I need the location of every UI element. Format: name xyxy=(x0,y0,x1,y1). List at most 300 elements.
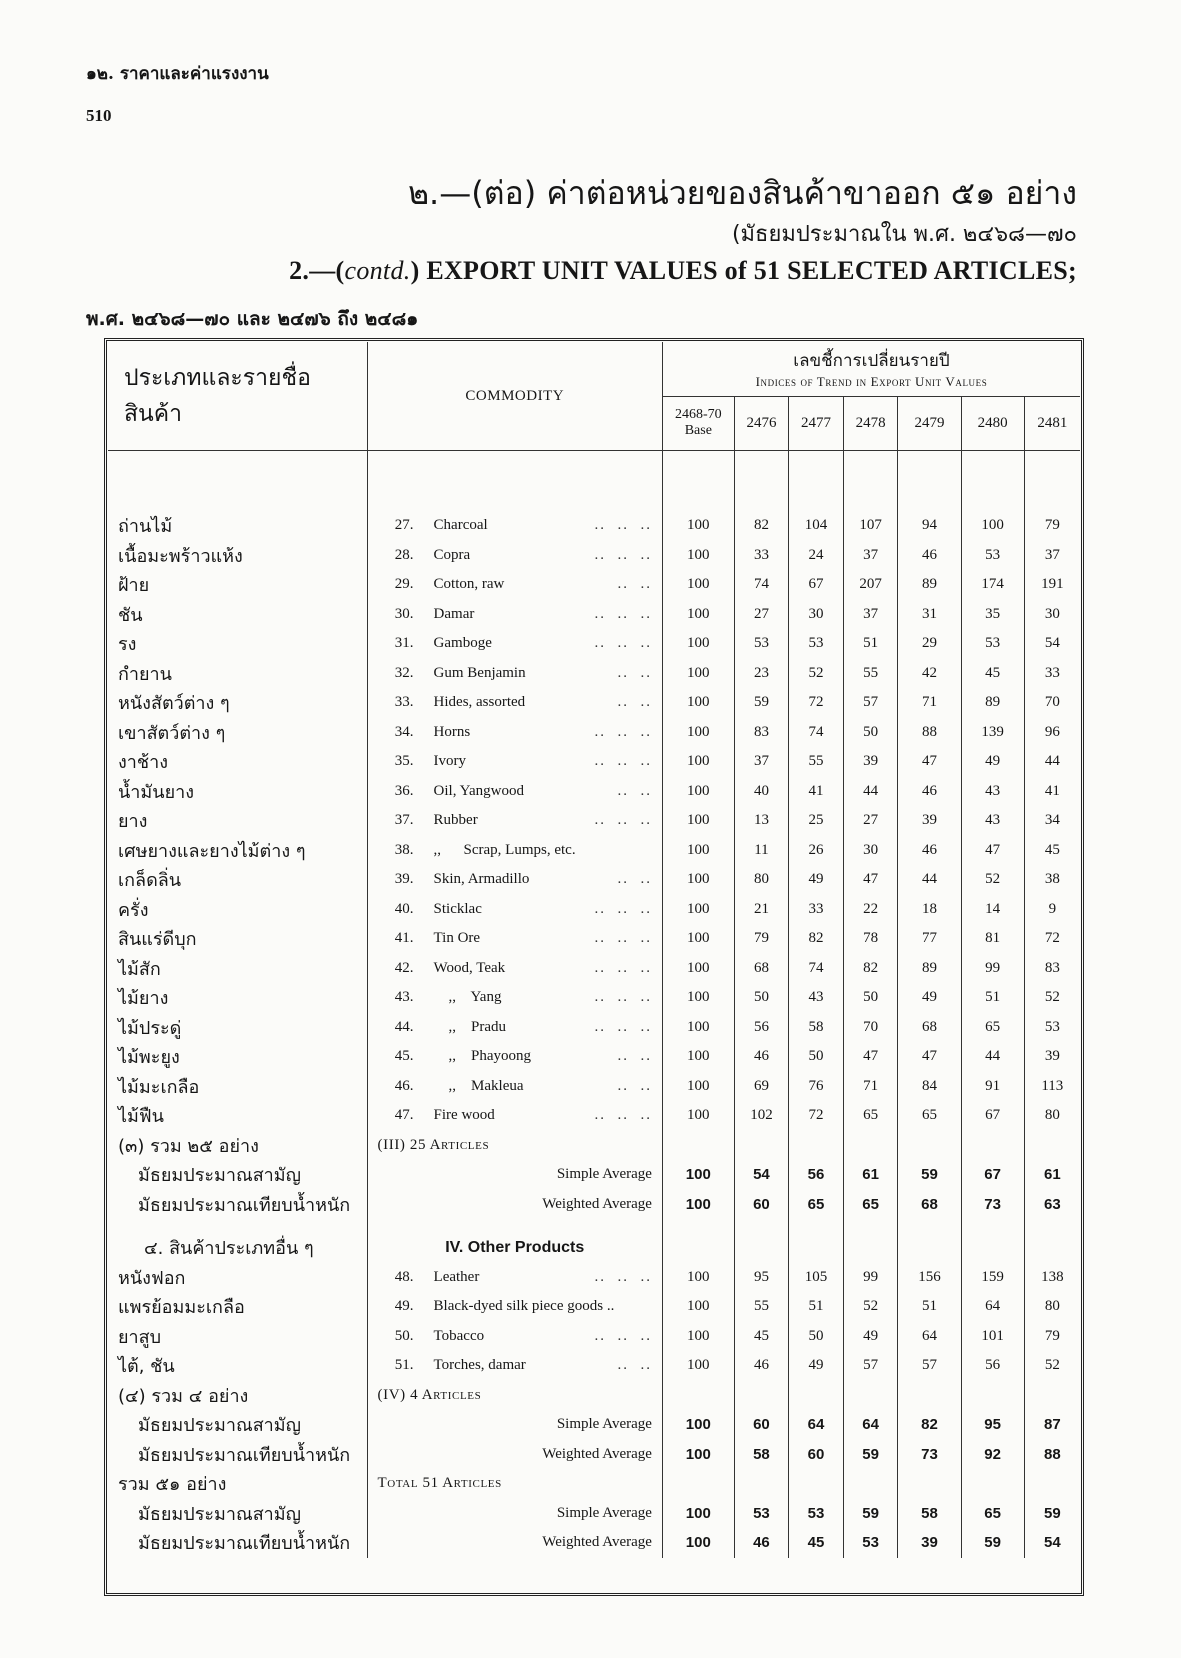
index-value: 82 xyxy=(789,924,844,954)
group-english: IV. Other Products xyxy=(367,1233,662,1263)
spacer-cell xyxy=(108,1219,367,1233)
index-value: 38 xyxy=(1024,865,1080,895)
page-number: 510 xyxy=(86,106,112,125)
index-cell xyxy=(843,1131,898,1161)
commodity-name: Tin Ore xyxy=(433,930,481,947)
average-label: Simple Average xyxy=(367,1410,662,1440)
leader-dots: .. .. .. xyxy=(594,1268,652,1285)
index-cell xyxy=(961,1233,1024,1263)
index-value: 31 xyxy=(898,600,961,630)
index-value: 91 xyxy=(961,1072,1024,1102)
thai-name: ไม้ยาง xyxy=(118,988,169,1010)
leader-dots: .. .. .. xyxy=(594,753,652,770)
index-value: 96 xyxy=(1024,718,1080,748)
index-value: 99 xyxy=(843,1263,898,1293)
commodity-cell xyxy=(367,1322,662,1352)
index-value: 100 xyxy=(662,895,734,925)
thai-name: ไม้พะยูง xyxy=(118,1047,180,1069)
index-value: 174 xyxy=(961,570,1024,600)
table-row xyxy=(108,954,1080,984)
table-row xyxy=(108,1322,1080,1352)
index-value: 78 xyxy=(843,924,898,954)
index-value: 100 xyxy=(662,1013,734,1043)
index-value: 44 xyxy=(1024,747,1080,777)
average-value: 59 xyxy=(1024,1499,1080,1529)
thai-name: ชัน xyxy=(118,604,143,626)
index-value: 100 xyxy=(662,1072,734,1102)
indices-header xyxy=(662,342,1080,396)
index-cell xyxy=(734,1219,789,1233)
average-row xyxy=(108,1499,1080,1529)
thai-name: ฝ้าย xyxy=(118,575,150,597)
index-value: 52 xyxy=(1024,1351,1080,1381)
thai-name: รง xyxy=(118,634,137,656)
index-value: 72 xyxy=(789,688,844,718)
item-number: 41. xyxy=(394,930,414,947)
index-value: 56 xyxy=(734,1013,789,1043)
item-number: 36. xyxy=(394,782,414,799)
index-value: 47 xyxy=(961,836,1024,866)
index-cell xyxy=(1024,1219,1080,1233)
leader-dots: .. .. xyxy=(617,576,652,593)
index-value: 58 xyxy=(789,1013,844,1043)
commodity-cell xyxy=(367,777,662,807)
index-value: 52 xyxy=(789,659,844,689)
commodity-cell xyxy=(367,1013,662,1043)
commodity-name: Rubber xyxy=(433,812,478,829)
average-value: 100 xyxy=(662,1190,734,1220)
leader-dots: .. .. xyxy=(617,1048,652,1065)
average-value: 61 xyxy=(1024,1160,1080,1190)
index-cell xyxy=(662,1131,734,1161)
index-value: 80 xyxy=(734,865,789,895)
thai-name: หนังฟอก xyxy=(118,1267,186,1289)
index-value: 71 xyxy=(898,688,961,718)
average-value: 59 xyxy=(898,1160,961,1190)
index-value: 71 xyxy=(843,1072,898,1102)
table-row xyxy=(108,1101,1080,1131)
average-row xyxy=(108,1190,1080,1220)
thai-name: ไม้สัก xyxy=(118,958,161,980)
index-value: 49 xyxy=(961,747,1024,777)
index-value: 40 xyxy=(734,777,789,807)
item-number: 39. xyxy=(394,871,414,888)
year-2476: 2476 xyxy=(734,396,789,450)
index-cell xyxy=(789,451,844,512)
average-value: 46 xyxy=(734,1528,789,1558)
year-2477: 2477 xyxy=(789,396,844,450)
index-value: 30 xyxy=(843,836,898,866)
leader-dots: .. .. .. xyxy=(594,900,652,917)
index-value: 44 xyxy=(898,865,961,895)
spacer-cell xyxy=(367,1219,662,1233)
leader-dots: .. .. xyxy=(617,1077,652,1094)
col-thai-header: ประเภทและรายชื่อสินค้า xyxy=(124,365,311,427)
table-row xyxy=(108,1351,1080,1381)
index-cell xyxy=(898,1233,961,1263)
group-thai: ๔. สินค้าประเภทอื่น ๆ xyxy=(144,1238,314,1260)
commodity-cell xyxy=(367,865,662,895)
average-thai: มัธยมประมาณสามัญ xyxy=(138,1165,301,1187)
index-value: 54 xyxy=(1024,629,1080,659)
index-value: 100 xyxy=(662,511,734,541)
index-value: 89 xyxy=(898,570,961,600)
index-value: 100 xyxy=(662,1263,734,1293)
index-cell xyxy=(734,451,789,512)
index-value: 76 xyxy=(789,1072,844,1102)
group-title-row xyxy=(108,1131,1080,1161)
item-number: 32. xyxy=(394,664,414,681)
table-row xyxy=(108,836,1080,866)
commodity-cell xyxy=(367,629,662,659)
index-value: 100 xyxy=(662,747,734,777)
leader-dots: .. .. .. xyxy=(594,812,652,829)
commodity-name: Skin, Armadillo xyxy=(433,871,530,888)
index-value: 79 xyxy=(1024,511,1080,541)
average-value: 56 xyxy=(789,1160,844,1190)
index-value: 83 xyxy=(734,718,789,748)
index-value: 39 xyxy=(843,747,898,777)
group-thai: (๔) รวม ๔ อย่าง xyxy=(118,1385,249,1407)
thai-name: สินแร่ดีบุก xyxy=(118,929,197,951)
leader-dots: .. .. .. xyxy=(594,605,652,622)
year-base: 2468-70 Base xyxy=(662,396,734,450)
commodity-name: ,, Makleua xyxy=(433,1077,524,1094)
index-cell xyxy=(843,1469,898,1499)
index-value: 52 xyxy=(1024,983,1080,1013)
index-value: 51 xyxy=(843,629,898,659)
table-row xyxy=(108,718,1080,748)
index-value: 67 xyxy=(961,1101,1024,1131)
index-value: 50 xyxy=(734,983,789,1013)
index-value: 49 xyxy=(789,1351,844,1381)
commodity-cell xyxy=(367,836,662,866)
index-value: 52 xyxy=(843,1292,898,1322)
average-value: 45 xyxy=(789,1528,844,1558)
index-value: 100 xyxy=(961,511,1024,541)
english-title-rest: ) EXPORT UNIT VALUES of 51 SELECTED ARTICLES; xyxy=(410,256,1077,285)
commodity-cell xyxy=(367,895,662,925)
table-row xyxy=(108,777,1080,807)
item-number: 27. xyxy=(394,517,414,534)
table-row xyxy=(108,659,1080,689)
index-value: 24 xyxy=(789,541,844,571)
index-value: 72 xyxy=(1024,924,1080,954)
index-value: 37 xyxy=(843,600,898,630)
group-thai: รวม ๕๑ อย่าง xyxy=(118,1474,227,1496)
index-cell xyxy=(734,1233,789,1263)
commodity-cell xyxy=(367,747,662,777)
index-value: 53 xyxy=(1024,1013,1080,1043)
average-row xyxy=(108,1440,1080,1470)
indices-english: Indices of Trend in Export Unit Values xyxy=(755,374,988,390)
index-value: 46 xyxy=(734,1351,789,1381)
index-value: 44 xyxy=(961,1042,1024,1072)
item-number: 40. xyxy=(394,900,414,917)
index-value: 49 xyxy=(843,1322,898,1352)
group-title-row xyxy=(108,1233,1080,1263)
average-row xyxy=(108,1528,1080,1558)
average-value: 65 xyxy=(789,1190,844,1220)
index-value: 57 xyxy=(898,1351,961,1381)
index-cell xyxy=(961,1469,1024,1499)
english-title xyxy=(289,256,1077,286)
index-cell xyxy=(898,1381,961,1411)
index-value: 74 xyxy=(734,570,789,600)
index-value: 159 xyxy=(961,1263,1024,1293)
index-value: 45 xyxy=(734,1322,789,1352)
thai-name: ไม้มะเกลือ xyxy=(118,1076,200,1098)
index-cell xyxy=(1024,451,1080,512)
average-thai: มัธยมประมาณสามัญ xyxy=(138,1415,301,1437)
index-value: 100 xyxy=(662,688,734,718)
average-value: 61 xyxy=(843,1160,898,1190)
average-value: 59 xyxy=(843,1499,898,1529)
index-cell xyxy=(898,1469,961,1499)
index-cell xyxy=(662,1233,734,1263)
index-value: 83 xyxy=(1024,954,1080,984)
group-title-row xyxy=(108,1381,1080,1411)
index-value: 33 xyxy=(789,895,844,925)
thai-name: ไม้ฟืน xyxy=(118,1106,164,1128)
index-value: 100 xyxy=(662,954,734,984)
index-value: 65 xyxy=(898,1101,961,1131)
thai-name: ไต้, ชัน xyxy=(118,1356,175,1378)
average-value: 95 xyxy=(961,1410,1024,1440)
group-english: Total 51 Articles xyxy=(367,1469,662,1499)
table-row xyxy=(108,806,1080,836)
commodity-name: ,, Yang xyxy=(433,989,502,1006)
index-value: 33 xyxy=(734,541,789,571)
index-value: 30 xyxy=(789,600,844,630)
average-value: 39 xyxy=(898,1528,961,1558)
index-cell xyxy=(1024,1233,1080,1263)
index-value: 207 xyxy=(843,570,898,600)
index-value: 65 xyxy=(843,1101,898,1131)
index-value: 37 xyxy=(843,541,898,571)
index-value: 50 xyxy=(789,1322,844,1352)
average-value: 73 xyxy=(898,1440,961,1470)
index-cell xyxy=(662,451,734,512)
average-thai: มัธยมประมาณเทียบน้ำหนัก xyxy=(138,1194,351,1216)
thai-name: ยาง xyxy=(118,811,148,833)
average-value: 64 xyxy=(843,1410,898,1440)
item-number: 48. xyxy=(394,1268,414,1285)
section-heading: ๑๒. ราคาและค่าแรงงาน xyxy=(86,64,269,84)
index-value: 14 xyxy=(961,895,1024,925)
index-value: 46 xyxy=(734,1042,789,1072)
table-row xyxy=(108,1263,1080,1293)
average-label: Weighted Average xyxy=(367,1528,662,1558)
average-value: 100 xyxy=(662,1499,734,1529)
index-value: 45 xyxy=(1024,836,1080,866)
thai-name: แพรย้อมมะเกลือ xyxy=(118,1297,245,1319)
item-number: 31. xyxy=(394,635,414,652)
commodity-name: Sticklac xyxy=(433,900,482,917)
item-number: 34. xyxy=(394,723,414,740)
average-thai: มัธยมประมาณเทียบน้ำหนัก xyxy=(138,1533,351,1555)
index-value: 89 xyxy=(961,688,1024,718)
index-value: 138 xyxy=(1024,1263,1080,1293)
index-value: 29 xyxy=(898,629,961,659)
index-value: 113 xyxy=(1024,1072,1080,1102)
index-value: 95 xyxy=(734,1263,789,1293)
table-row xyxy=(108,570,1080,600)
index-value: 23 xyxy=(734,659,789,689)
commodity-cell xyxy=(367,1042,662,1072)
index-value: 55 xyxy=(843,659,898,689)
index-value: 41 xyxy=(789,777,844,807)
average-value: 68 xyxy=(898,1190,961,1220)
index-value: 100 xyxy=(662,659,734,689)
thai-name: ถ่านไม้ xyxy=(118,516,173,538)
index-value: 39 xyxy=(898,806,961,836)
thai-years: พ.ศ. ๒๔๖๘—๗๐ และ ๒๔๗๖ ถึง ๒๔๘๑ xyxy=(86,308,419,330)
commodity-cell xyxy=(367,688,662,718)
index-value: 100 xyxy=(662,983,734,1013)
leader-dots: .. .. xyxy=(617,1357,652,1374)
table-row xyxy=(108,1042,1080,1072)
index-cell xyxy=(1024,1131,1080,1161)
table-row xyxy=(108,865,1080,895)
commodity-cell xyxy=(367,600,662,630)
commodity-cell xyxy=(367,1292,662,1322)
index-value: 41 xyxy=(1024,777,1080,807)
index-value: 81 xyxy=(961,924,1024,954)
year-2479: 2479 xyxy=(898,396,961,450)
commodity-cell xyxy=(367,570,662,600)
average-value: 100 xyxy=(662,1410,734,1440)
average-value: 88 xyxy=(1024,1440,1080,1470)
index-value: 53 xyxy=(789,629,844,659)
index-value: 156 xyxy=(898,1263,961,1293)
index-value: 100 xyxy=(662,600,734,630)
item-number: 29. xyxy=(394,576,414,593)
thai-name: ครั่ง xyxy=(118,899,149,921)
index-value: 37 xyxy=(1024,541,1080,571)
index-value: 100 xyxy=(662,924,734,954)
index-value: 55 xyxy=(789,747,844,777)
index-value: 94 xyxy=(898,511,961,541)
average-label: Weighted Average xyxy=(367,1440,662,1470)
commodity-cell xyxy=(367,1263,662,1293)
average-thai: มัธยมประมาณเทียบน้ำหนัก xyxy=(138,1444,351,1466)
average-value: 60 xyxy=(789,1440,844,1470)
table-row xyxy=(108,629,1080,659)
thai-title: ๒.—(ต่อ) ค่าต่อหน่วยของสินค้าขาออก ๕๑ อย่าง xyxy=(407,174,1077,212)
average-value: 87 xyxy=(1024,1410,1080,1440)
index-cell xyxy=(843,1233,898,1263)
table-row xyxy=(108,924,1080,954)
average-row xyxy=(108,1160,1080,1190)
index-value: 57 xyxy=(843,1351,898,1381)
index-value: 45 xyxy=(961,659,1024,689)
index-value: 49 xyxy=(789,865,844,895)
year-2481: 2481 xyxy=(1024,396,1080,450)
index-value: 46 xyxy=(898,777,961,807)
table-row xyxy=(108,688,1080,718)
commodity-cell xyxy=(367,924,662,954)
index-value: 191 xyxy=(1024,570,1080,600)
leader-dots: .. .. .. xyxy=(594,930,652,947)
index-cell xyxy=(961,1381,1024,1411)
index-cell xyxy=(961,1219,1024,1233)
average-value: 59 xyxy=(843,1440,898,1470)
index-value: 100 xyxy=(662,1322,734,1352)
average-value: 73 xyxy=(961,1190,1024,1220)
average-label: Simple Average xyxy=(367,1499,662,1529)
index-value: 35 xyxy=(961,600,1024,630)
table-row xyxy=(108,1013,1080,1043)
index-value: 9 xyxy=(1024,895,1080,925)
index-value: 50 xyxy=(843,718,898,748)
leader-dots: .. .. .. xyxy=(594,1327,652,1344)
item-number: 44. xyxy=(394,1018,414,1035)
commodity-cell xyxy=(367,511,662,541)
index-value: 74 xyxy=(789,718,844,748)
index-value: 88 xyxy=(898,718,961,748)
index-value: 39 xyxy=(1024,1042,1080,1072)
index-value: 72 xyxy=(789,1101,844,1131)
index-cell xyxy=(734,1469,789,1499)
average-value: 54 xyxy=(1024,1528,1080,1558)
commodity-name: Hides, assorted xyxy=(433,694,526,711)
commodity-name: Torches, damar xyxy=(433,1357,526,1374)
index-value: 77 xyxy=(898,924,961,954)
index-value: 80 xyxy=(1024,1292,1080,1322)
item-number: 51. xyxy=(394,1357,414,1374)
index-value: 79 xyxy=(1024,1322,1080,1352)
commodity-name: ,, Pradu xyxy=(433,1018,507,1035)
index-value: 53 xyxy=(734,629,789,659)
index-value: 100 xyxy=(662,1351,734,1381)
group-english: (III) 25 Articles xyxy=(367,1131,662,1161)
average-value: 59 xyxy=(961,1528,1024,1558)
average-value: 53 xyxy=(843,1528,898,1558)
index-value: 100 xyxy=(662,718,734,748)
commodity-cell xyxy=(367,1072,662,1102)
index-value: 67 xyxy=(789,570,844,600)
average-value: 65 xyxy=(961,1499,1024,1529)
group-english: (IV) 4 Articles xyxy=(367,1381,662,1411)
index-value: 59 xyxy=(734,688,789,718)
index-cell xyxy=(961,451,1024,512)
index-cell xyxy=(843,1381,898,1411)
average-value: 60 xyxy=(734,1410,789,1440)
leader-dots: .. .. xyxy=(617,782,652,799)
commodity-name: Wood, Teak xyxy=(433,959,506,976)
leader-dots: .. .. .. xyxy=(594,989,652,1006)
leader-dots: .. .. xyxy=(617,664,652,681)
commodity-name: Cotton, raw xyxy=(433,576,505,593)
index-value: 46 xyxy=(898,836,961,866)
item-number: 45. xyxy=(394,1048,414,1065)
index-value: 107 xyxy=(843,511,898,541)
leader-dots: .. .. xyxy=(617,871,652,888)
thai-name: งาช้าง xyxy=(118,752,169,774)
average-label: Simple Average xyxy=(367,1160,662,1190)
leader-dots: .. .. .. xyxy=(594,635,652,652)
item-number: 43. xyxy=(394,989,414,1006)
thai-name: ยาสูบ xyxy=(118,1326,162,1348)
index-value: 47 xyxy=(843,865,898,895)
year-2478: 2478 xyxy=(843,396,898,450)
index-value: 46 xyxy=(898,541,961,571)
item-number: 42. xyxy=(394,959,414,976)
index-value: 105 xyxy=(789,1263,844,1293)
thai-name: หนังสัตว์ต่าง ๆ xyxy=(118,693,230,715)
col-commodity-header: COMMODITY xyxy=(367,342,662,450)
